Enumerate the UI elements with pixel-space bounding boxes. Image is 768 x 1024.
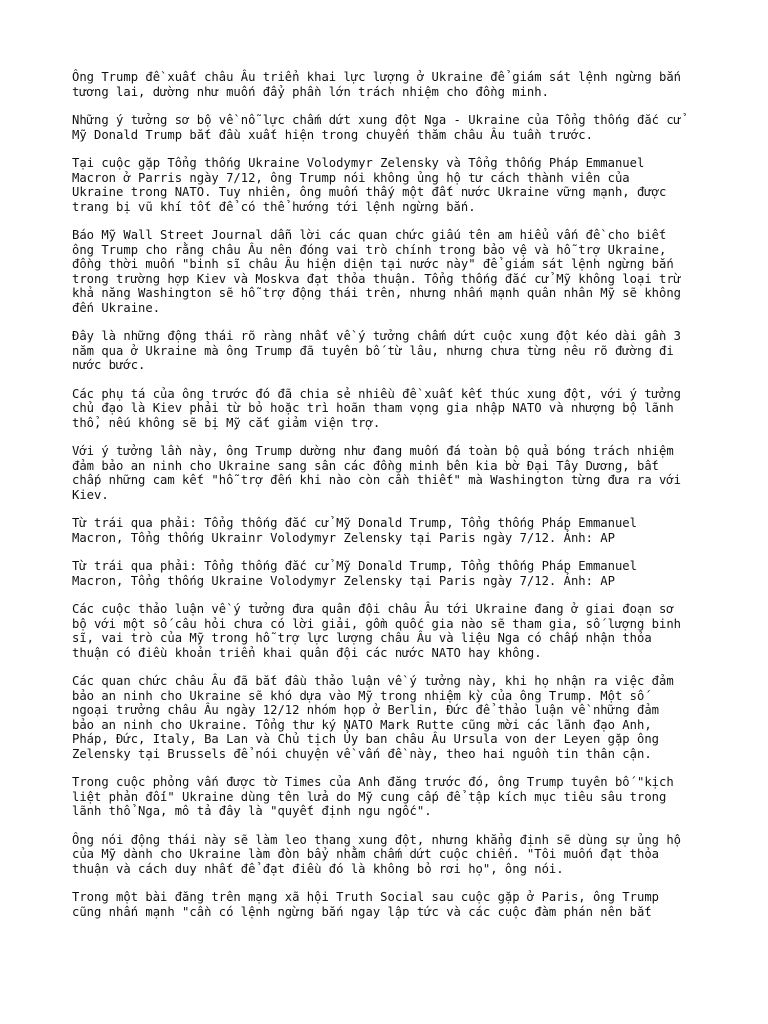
paragraph-11: Ông nói động thái này sẽ làm leo thang xung đột, nhưng khẳng định sẽ dùng sự ủng hộ của Mỹ dành cho Ukraine làm đòn bẩy nhằm chấm dứt cuộc chiến. "Tôi muốn đạt thỏa thuận và cách duy nhất để đạt điều đó là không bỏ rơi họ", ông nói. [72, 832, 682, 876]
paragraph-7: Với ý tưởng lần này, ông Trump dường như đang muốn đá toàn bộ quả bóng trách nhiệm đảm bảo an ninh cho Ukraine sang sân các đồng minh bên kia bờ Đại Tây Dương, bất chấp những cam kết "hỗ trợ đến khi nào còn cần thiết" mà Washington từng đưa ra với Kiev. [72, 444, 682, 502]
paragraph-5: Đây là những động thái rõ ràng nhất về ý tưởng chấm dứt cuộc xung đột kéo dài gần 3 năm qua ở Ukraine mà ông Trump đã tuyên bố từ lâu, nhưng chưa từng nêu rõ đường đi nước bước. [72, 329, 682, 372]
paragraph-6: Các phụ tá của ông trước đó đã chia sẻ nhiều đề xuất kết thúc xung đột, với ý tưởng chủ đạo là Kiev phải từ bỏ hoặc trì hoãn tham vọng gia nhập NATO và nhượng bộ lãnh thổ, nếu không sẽ bị Mỹ cắt giảm viện trợ. [72, 386, 682, 430]
image-caption-2: Từ trái qua phải: Tổng thống đắc cử Mỹ Donald Trump, Tổng thống Pháp Emmanuel Macron, Tổng thống Ukraine Volodymyr Zelensky tại Paris ngày 7/12. Ảnh: AP [72, 559, 637, 588]
paragraph-10: Trong cuộc phỏng vấn được tờ Times của Anh đăng trước đó, ông Trump tuyên bố "kịch liệt phản đối" Ukraine dùng tên lửa do Mỹ cung cấp để tập kích mục tiêu sâu trong lãnh thổ Nga, mô tả đây là "quyết định ngu ngốc". [72, 775, 674, 818]
paragraph-3: Tại cuộc gặp Tổng thống Ukraine Volodymyr Zelensky và Tổng thống Pháp Emmanuel Macron ở Parris ngày 7/12, ông Trump nói không ủng hộ tư cách thành viên của Ukraine trong NATO. Tuy nhiên, ông muốn thấy một đất nước Ukraine vững mạnh, được trang bị vũ khí tốt để có thể hướng tới lệnh ngừng bắn. [72, 156, 667, 214]
paragraph-8: Các cuộc thảo luận về ý tưởng đưa quân đội châu Âu tới Ukraine đang ở giai đoạn sơ bộ với một số câu hỏi chưa có lời giải, gồm quốc gia nào sẽ tham gia, số lượng binh sĩ, vai trò của Mỹ trong hỗ trợ lực lượng châu Âu và liệu Nga có chấp nhận thỏa thuận có điều khoản triển khai quân đội các nước NATO hay không. [72, 602, 682, 660]
paragraph-9: Các quan chức châu Âu đã bắt đầu thảo luận về ý tưởng này, khi họ nhận ra việc đảm bảo an ninh cho Ukraine sẽ khó dựa vào Mỹ trong nhiệm kỳ của ông Trump. Một số ngoại trưởng châu Âu ngày 12/12 nhóm họp ở Berlin, Đức để thảo luận về những đảm bảo an ninh cho Ukraine. Tổng thư ký NATO Mark Rutte cũng mời các lãnh đạo Anh, Pháp, Đức, Italy, Ba Lan và Chủ tịch Ủy ban châu Âu Ursula von der Leyen gặp ông Zelensky tại Brussels để nói chuyện về vấn đề này, theo hai nguồn tin thân cận. [72, 674, 674, 761]
paragraph-2: Những ý tưởng sơ bộ về nỗ lực chấm dứt xung đột Nga - Ukraine của Tổng thống đắc cử Mỹ Donald Trump bắt đầu xuất hiện trong chuyến thăm châu Âu tuần trước. [72, 113, 682, 142]
paragraph-12: Trong một bài đăng trên mạng xã hội Truth Social sau cuộc gặp ở Paris, ông Trump cũng nhấn mạnh "cần có lệnh ngừng bắn ngay lập tức và các cuộc đàm phán nên bắt [72, 890, 659, 919]
paragraph-1: Ông Trump đề xuất châu Âu triển khai lực lượng ở Ukraine để giám sát lệnh ngừng bắn tương lai, dường như muốn đẩy phần lớn trách nhiệm cho đồng minh. [72, 70, 682, 99]
image-caption-1: Từ trái qua phải: Tổng thống đắc cử Mỹ Donald Trump, Tổng thống Pháp Emmanuel Macron, Tổng thống Ukrainr Volodymyr Zelensky tại Paris ngày 7/12. Ảnh: AP [72, 516, 637, 545]
paragraph-4: Báo Mỹ Wall Street Journal dẫn lời các quan chức giấu tên am hiểu vấn đề cho biết ông Trump cho rằng châu Âu nên đóng vai trò chính trong bảo vệ và hỗ trợ Ukraine, đồng thời muốn "binh sĩ châu Âu hiện diện tại nước này" để giám sát lệnh ngừng bắn trong trường hợp Kiev và Moskva đạt thỏa thuận. Tổng thống đắc cử Mỹ không loại trừ khả năng Washington sẽ hỗ trợ động thái trên, nhưng nhấn mạnh quân nhân Mỹ sẽ không đến Ukraine. [72, 228, 682, 315]
